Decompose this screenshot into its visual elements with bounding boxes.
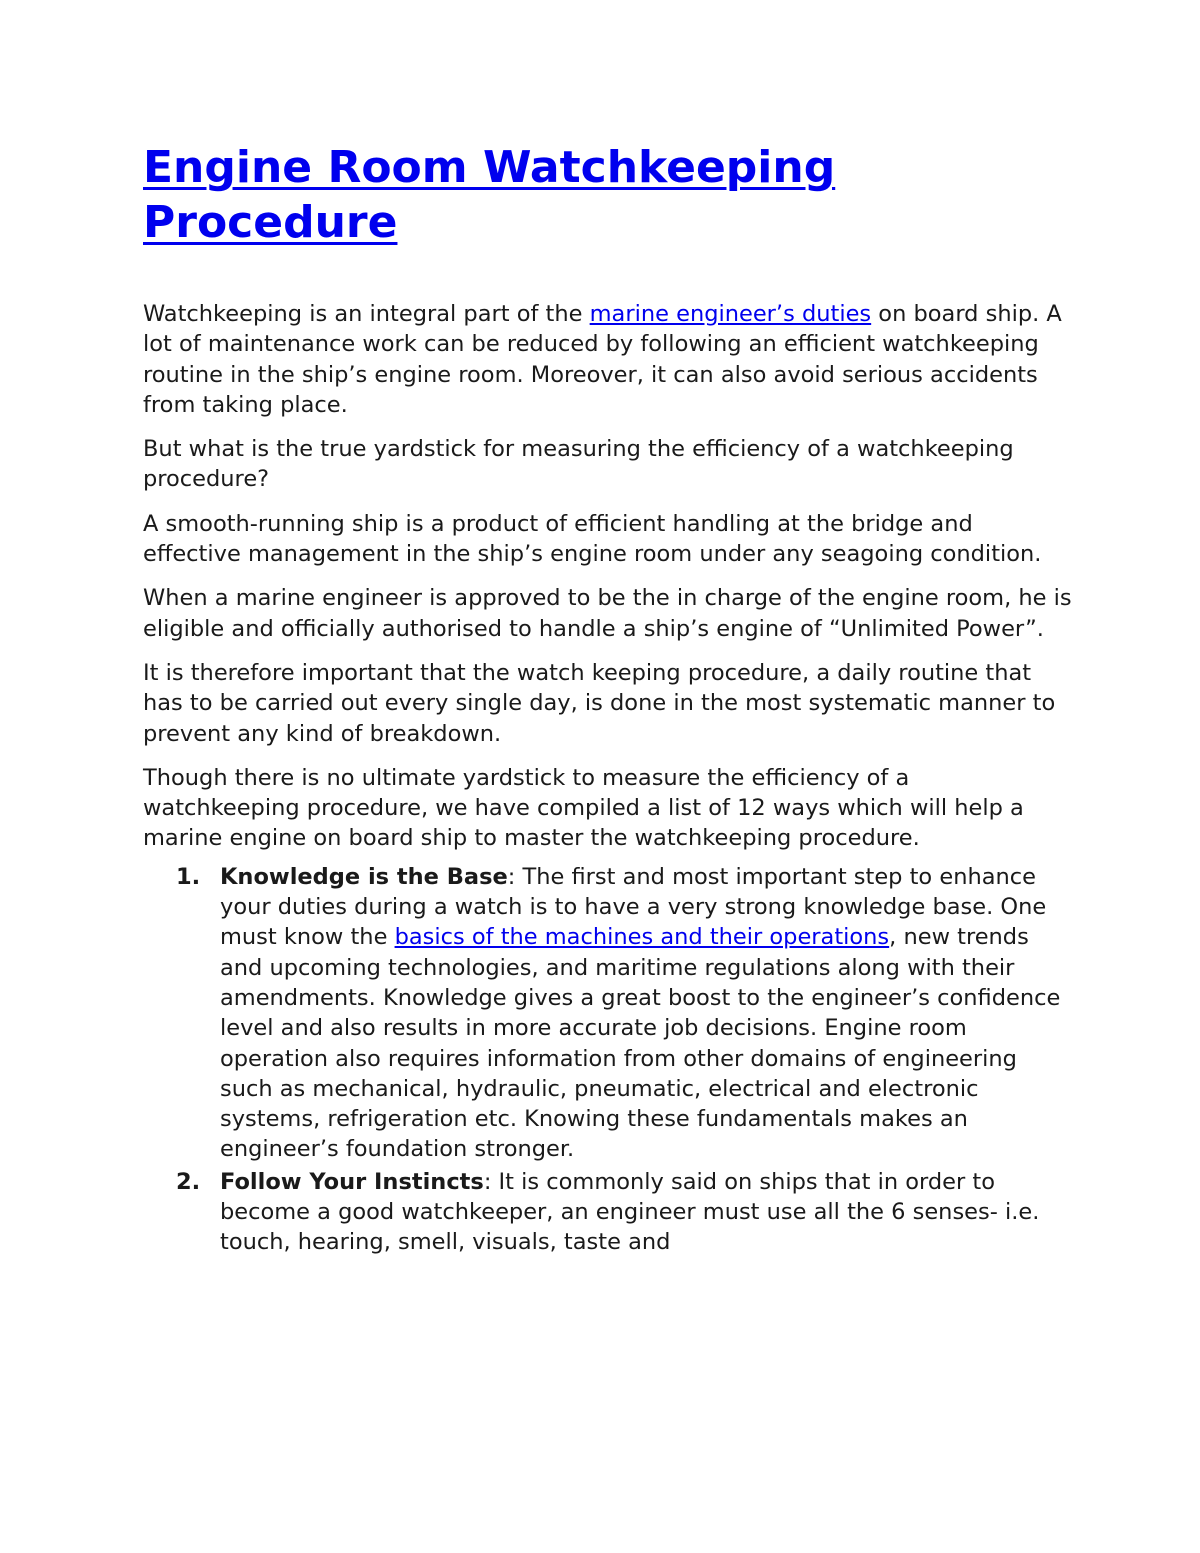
machine-basics-link[interactable]: basics of the machines and their operations — [394, 924, 890, 951]
document-page — [143, 140, 1073, 1260]
list-item-term: Follow Your Instincts — [220, 1168, 484, 1195]
paragraph-importance: It is therefore important that the watch keeping procedure, a daily routine that has to be carried out every single day, is done in the most systematic manner to prevent any kind of breakdown. — [143, 659, 1056, 747]
list-item-term: Knowledge is the Base — [220, 863, 508, 890]
intro-paragraph — [143, 299, 1073, 420]
paragraph-twelve-ways: Though there is no ultimate yardstick to measure the efficiency of a watchkeeping procedure, we have compiled a list of 12 ways which will help a marine engine on board ship to master the watchkeeping procedure. — [143, 764, 1024, 852]
paragraph-yardstick: But what is the true yardstick for measuring the efficiency of a watchkeeping procedure? — [143, 436, 1014, 493]
list-item-text-end: , new trends and upcoming technologies, and maritime regulations along with their amendments. Knowledge gives a great boost to the engineer’s confidence level and also results in more accurate job decisions. Engine room operation also requires information from other domains of engineering such as mechanical, hydraulic, pneumatic, electrical and electronic systems, refrigeration etc. Knowing these fundamentals makes an engineer’s foundation stronger. — [220, 924, 1061, 1163]
document-title[interactable]: Engine Room Watchkeeping Procedure — [143, 142, 836, 248]
list-item — [143, 862, 1073, 1165]
list-item-number: 2. — [176, 1168, 201, 1195]
intro-text-end: on board ship. A lot of maintenance work can be reduced by following an efficient watchkeeping routine in the ship’s engine room. Moreover, it can also avoid serious accidents from taking place. — [143, 301, 1062, 418]
list-item-text: : It is commonly said on ships that in order to become a good watchkeeper, an engineer must use all the 6 senses- i.e. touch, hearing, smell, visuals, taste and — [220, 1168, 1040, 1256]
paragraph-unlimited-power: When a marine engineer is approved to be the in charge of the engine room, he is eligible and officially authorised to handle a ship’s engine of “Unlimited Power”. — [143, 585, 1072, 642]
paragraph-smooth-running: A smooth-running ship is a product of efficient handling at the bridge and effective management in the ship’s engine room under any seagoing condition. — [143, 510, 1042, 568]
list-item-text: : The first and most important step to enhance your duties during a watch is to have a very strong knowledge base. One must know the — [220, 863, 1047, 951]
marine-engineer-duties-link[interactable]: marine engineer’s duties — [589, 301, 872, 327]
watchkeeping-steps-list — [143, 862, 1073, 1258]
document-body — [143, 299, 1073, 1258]
intro-text-start: Watchkeeping is an integral part of the — [143, 301, 590, 327]
list-item — [143, 1167, 1073, 1258]
list-item-number: 1. — [176, 863, 201, 890]
